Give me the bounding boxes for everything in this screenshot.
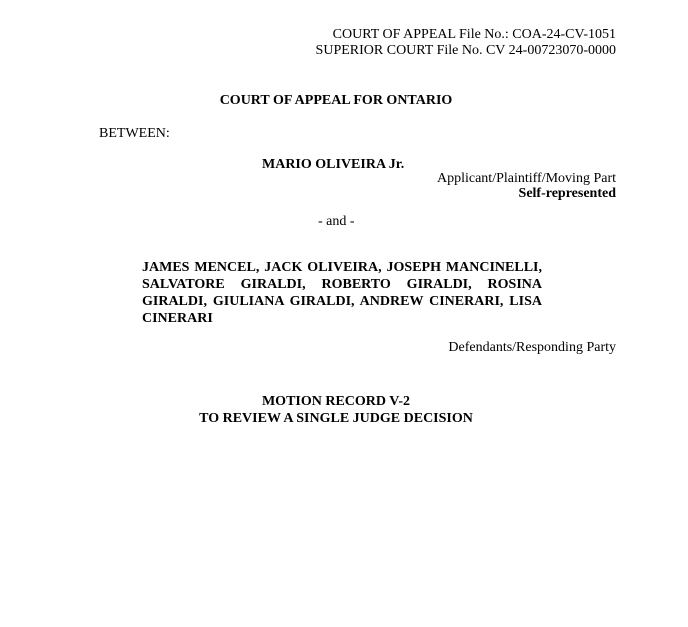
applicant-name: MARIO OLIVEIRA Jr. [262, 157, 405, 172]
coa-file-number: COURT OF APPEAL File No.: COA-24-CV-1051 [332, 27, 616, 42]
defendants-line: JAMES MENCEL, JACK OLIVEIRA, JOSEPH MANCINELLI, [142, 260, 542, 275]
defendants-role: Defendants/Responding Party [448, 340, 616, 355]
court-name-heading: COURT OF APPEAL FOR ONTARIO [219, 93, 453, 108]
superior-court-file-number: SUPERIOR COURT File No. CV 24-00723070-0000 [315, 43, 616, 58]
defendants-line: GIRALDI, GIULIANA GIRALDI, ANDREW CINERARI, LISA [142, 294, 542, 309]
file-numbers-block [316, 27, 616, 59]
applicant-role: Applicant/Plaintiff/Moving Part [436, 171, 616, 186]
defendants-names [142, 259, 542, 327]
document-title-line2: TO REVIEW A SINGLE JUDGE DECISION [199, 411, 473, 426]
applicant-representation: Self-represented [518, 186, 616, 201]
defendants-line: SALVATORE GIRALDI, ROBERTO GIRALDI, ROSINA [142, 277, 542, 292]
document-title-line1: MOTION RECORD V-2 [261, 394, 411, 409]
document-title [0, 393, 672, 427]
defendants-line: CINERARI [142, 311, 213, 326]
between-label: BETWEEN: [99, 126, 170, 141]
party-separator: - and - [318, 214, 355, 229]
